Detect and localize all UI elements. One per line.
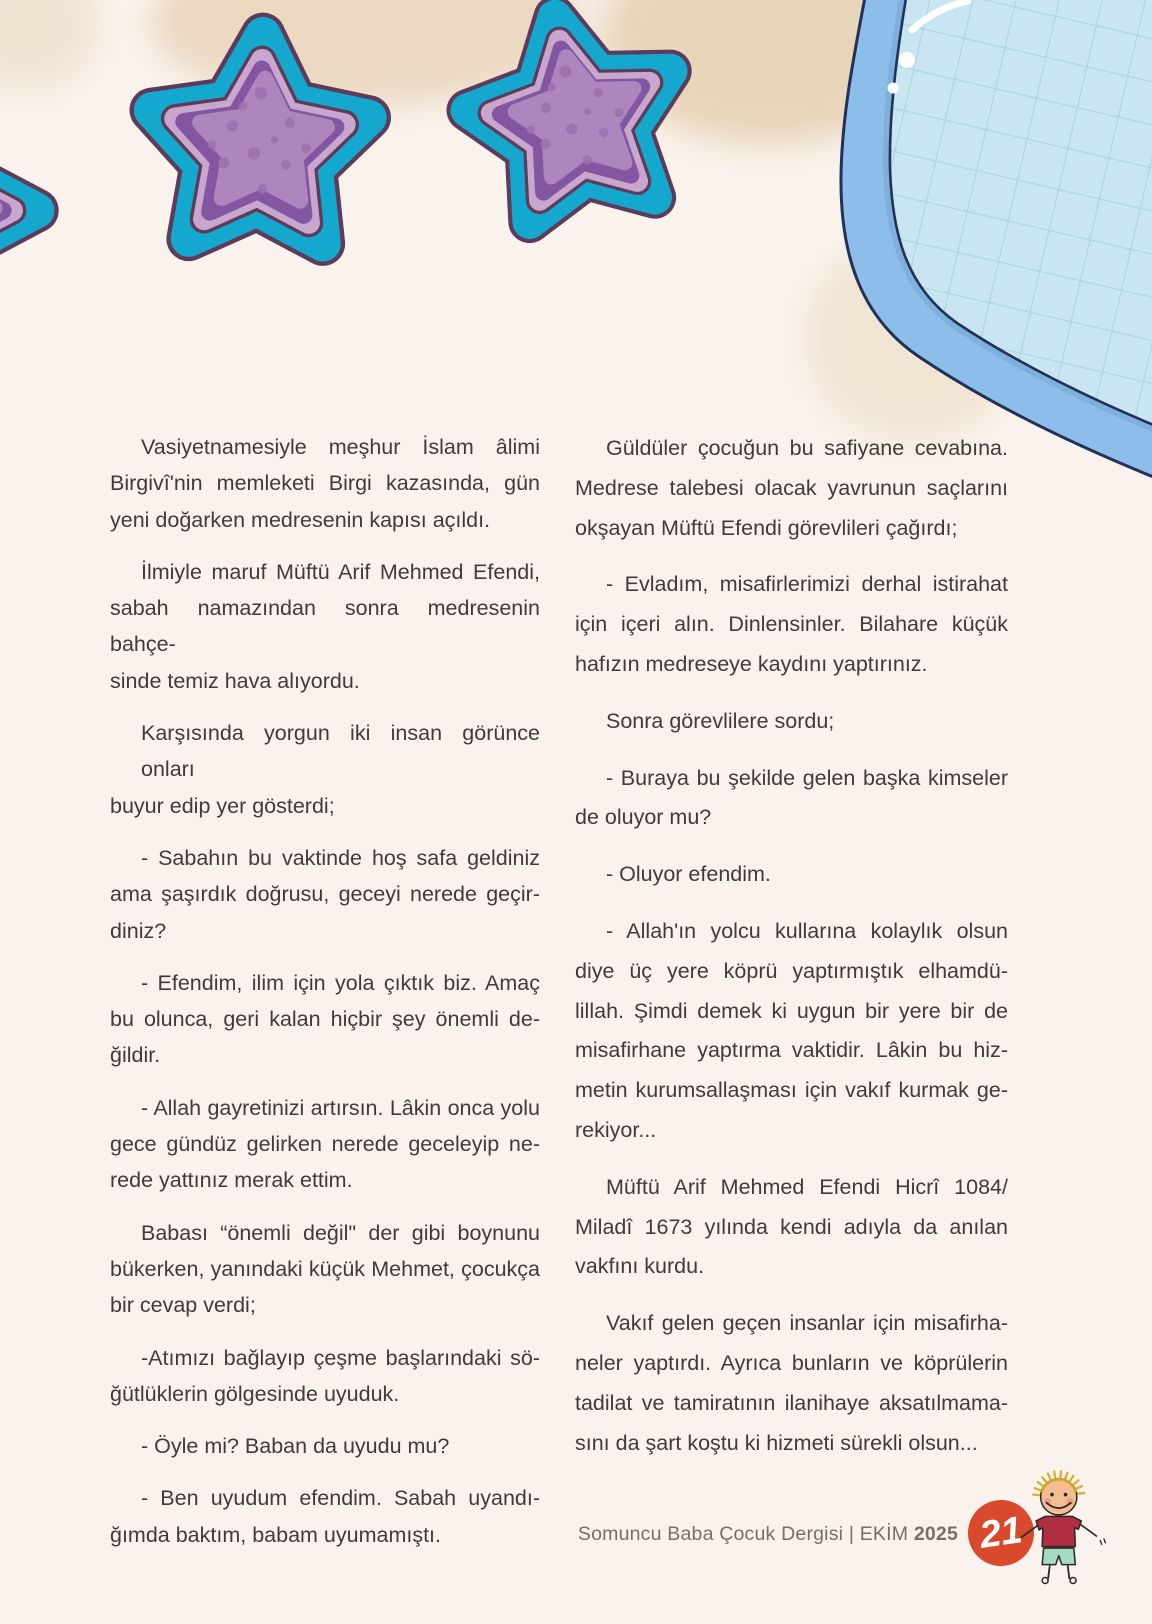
text-line: - Evladım, misafirlerimizi derhal istirahat xyxy=(606,572,1008,597)
paragraph xyxy=(575,912,1008,1151)
text-line: gece gündüz gelirken nerede geceleyip ne- xyxy=(110,1132,540,1157)
star-decoration xyxy=(99,0,420,309)
text-line: tadilat ve tamiratının ilanihaye aksatılmama- xyxy=(575,1390,1008,1415)
paragraph xyxy=(575,1168,1008,1287)
boy-shorts xyxy=(1042,1548,1075,1565)
paragraph xyxy=(110,1428,540,1464)
paragraph xyxy=(575,702,1008,742)
footer-credit xyxy=(578,1523,958,1546)
quilt-corner-decoration xyxy=(800,0,1152,500)
watercolor-wash xyxy=(0,0,100,90)
boy-leg-left xyxy=(1048,1566,1050,1578)
text-line: ğildir. xyxy=(110,1043,161,1068)
boy-foot-right xyxy=(1070,1577,1076,1583)
text-line: - Sabahın bu vaktinde hoş safa geldiniz xyxy=(141,845,540,870)
text-line: - Buraya bu şekilde gelen başka kimseler xyxy=(606,765,1008,790)
boy-arm-left xyxy=(1021,1525,1038,1537)
text-line: misafirhane yaptırma vaktidir. Lâkin bu hiz- xyxy=(575,1038,1008,1063)
text-line: yeni doğarken medresenin kapısı açıldı. xyxy=(110,507,491,532)
text-line: Müftü Arif Mehmed Efendi Hicrî 1084/ xyxy=(606,1174,1008,1199)
paragraph xyxy=(110,1090,540,1199)
motion-marks xyxy=(1100,1539,1105,1544)
text-line: ğütlüklerin gölgesinde uyuduk. xyxy=(110,1381,400,1406)
article-column-right xyxy=(575,429,1008,1480)
paragraph xyxy=(110,429,540,538)
boy-eye-left xyxy=(1050,1493,1054,1497)
text-line: rede yattınız merak ettim. xyxy=(110,1168,353,1193)
boy-leg-right xyxy=(1068,1566,1070,1578)
text-line: bükerken, yanındaki küçük Mehmet, çocukça xyxy=(110,1256,540,1281)
text-line: lillah. Şimdi demek ki uygun bir yere bir de xyxy=(575,998,1008,1023)
text-line: sabah namazından sonra medresenin bahçe- xyxy=(110,596,540,657)
text-line: hafızın medreseye kaydını yaptırınız. xyxy=(575,651,928,676)
boy-arm-right xyxy=(1080,1524,1097,1536)
text-line: okşayan Müftü Efendi görevlileri çağırdı; xyxy=(575,515,958,540)
text-line: -Atımızı bağlayıp çeşme başlarındaki sö- xyxy=(141,1345,540,1370)
magazine-name: Somuncu Baba Çocuk Dergisi | EKİM xyxy=(577,1523,909,1545)
paragraph xyxy=(110,965,540,1074)
text-line: Miladî 1673 yılında kendi adıyla da anılan xyxy=(575,1214,1008,1239)
text-line: için içeri alın. Dinlensinler. Bilahare küçük xyxy=(575,612,1008,637)
paragraph xyxy=(110,1480,540,1553)
text-line: ama şaşırdık doğrusu, geceyi nerede geçir- xyxy=(110,882,540,907)
text-line: ğımda baktım, babam uyumamıştı. xyxy=(110,1522,441,1547)
paragraph xyxy=(575,429,1008,548)
cartoon-boy-illustration xyxy=(1012,1474,1110,1586)
paragraph xyxy=(575,1304,1008,1463)
star-decoration xyxy=(403,0,749,296)
paragraph xyxy=(575,855,1008,895)
paragraph xyxy=(575,565,1008,684)
text-line: - Ben uyudum efendim. Sabah uyandı- xyxy=(141,1486,540,1511)
text-line: - Oluyor efendim. xyxy=(606,862,771,887)
text-line: de oluyor mu? xyxy=(575,805,712,830)
text-line: sını da şart koştu ki hizmeti sürekli olsun... xyxy=(575,1430,978,1455)
text-line: vakfını kurdu. xyxy=(575,1254,705,1279)
paragraph xyxy=(110,715,540,824)
boy-eye-right xyxy=(1064,1493,1068,1497)
text-line: diye üç yere köprü yaptırmıştık elhamdü- xyxy=(575,958,1008,983)
paragraph xyxy=(110,554,540,699)
text-line: buyur edip yer gösterdi; xyxy=(110,793,335,818)
paragraph xyxy=(575,759,1008,839)
text-line: Güldüler çocuğun bu safiyane cevabına. xyxy=(606,436,1008,460)
text-line: diniz? xyxy=(110,918,167,943)
text-line: neler yaptırdı. Ayrıca bunların ve köprülerin xyxy=(575,1350,1008,1375)
paragraph xyxy=(110,1340,540,1413)
text-line: bu olunca, geri kalan hiçbir şey önemli de- xyxy=(110,1007,540,1032)
text-line: Babası “önemli değil" der gibi boynunu xyxy=(141,1220,540,1245)
text-line: - Allah'ın yolcu kullarına kolaylık olsun xyxy=(606,918,1008,943)
page-number: 21 xyxy=(977,1508,1025,1557)
text-line: Medrese talebesi olacak yavrunun saçlarını xyxy=(575,475,1008,500)
boy-shirt xyxy=(1036,1516,1081,1546)
text-line: Vasiyetnamesiyle meşhur İslam âlimi xyxy=(141,435,540,459)
issue-year: 2025 xyxy=(913,1523,958,1545)
text-line: Vakıf gelen geçen insanlar için misafirha- xyxy=(606,1311,1008,1336)
text-line: - Allah gayretinizi artırsın. Lâkin onca yolu xyxy=(141,1095,540,1120)
paragraph xyxy=(110,1215,540,1324)
text-line: bir cevap verdi; xyxy=(110,1293,256,1318)
text-line: Sonra görevlilere sordu; xyxy=(606,708,835,733)
text-line: metin kurumsallaşması için vakıf kurmak ge- xyxy=(575,1078,1008,1103)
text-line: Birgivî'nin memleketi Birgi kazasında, gün xyxy=(110,471,540,496)
text-line: - Efendim, ilim için yola çıktık biz. Amaç xyxy=(141,970,540,995)
text-line: - Öyle mi? Baban da uyudu mu? xyxy=(141,1434,450,1459)
text-line: rekiyor... xyxy=(575,1117,657,1142)
paragraph xyxy=(110,840,540,949)
text-line: sinde temiz hava alıyordu. xyxy=(110,668,360,693)
article-column-left xyxy=(110,429,540,1569)
text-line: İlmiyle maruf Müftü Arif Mehmed Efendi, xyxy=(141,559,540,584)
boy-foot-left xyxy=(1042,1577,1048,1583)
text-line: Karşısında yorgun iki insan görünce onları xyxy=(141,721,540,782)
